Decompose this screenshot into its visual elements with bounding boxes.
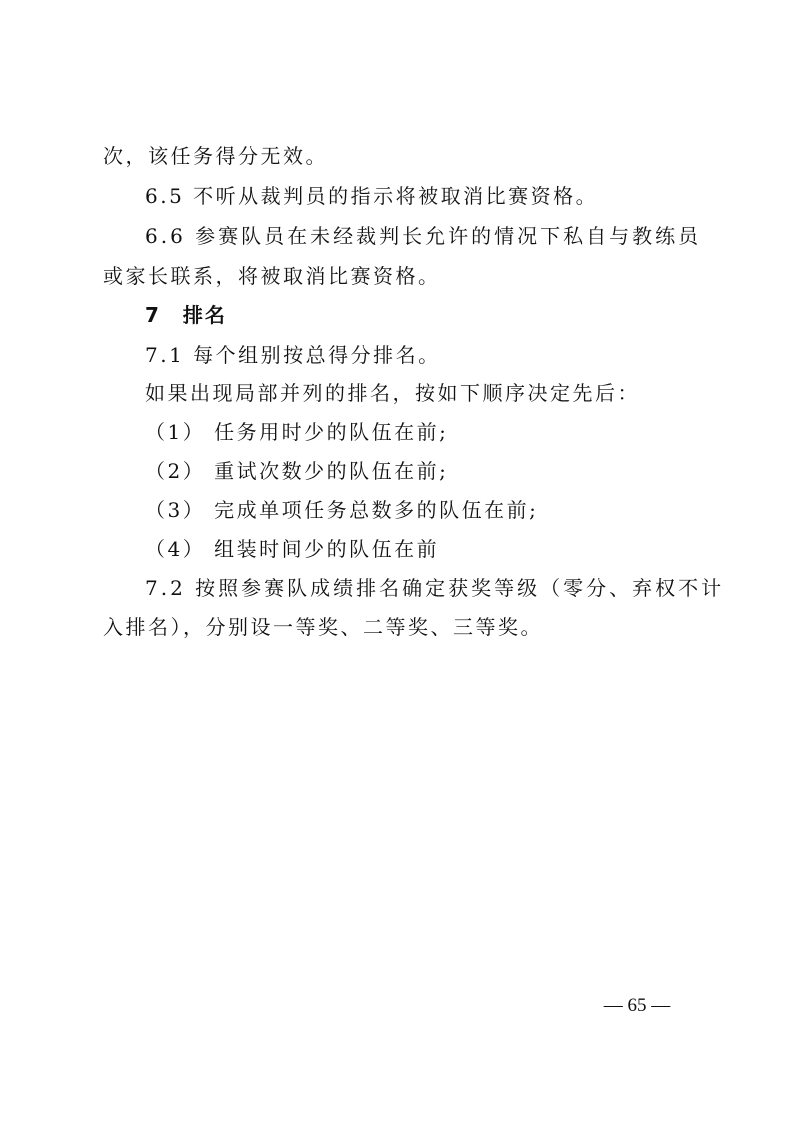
paragraph-line: 入排名），分别设一等奖、二等奖、三等奖。 [103, 615, 543, 639]
page-number: — 65 — [603, 995, 671, 1016]
section-7-2-line: 7.2 按照参赛队成绩排名确定获奖等级（零分、弃权不计 [145, 576, 725, 600]
paragraph-line: 如果出现局部并列的排名，按如下顺序决定先后： [145, 381, 640, 405]
list-item: （3） 完成单项任务总数多的队伍在前; [145, 498, 539, 522]
section-7-1-line: 7.1 每个组别按总得分排名。 [145, 343, 441, 367]
list-item: （2） 重试次数少的队伍在前; [145, 459, 449, 483]
section-7-heading: 7 排名 [145, 303, 227, 327]
list-item: （1） 任务用时少的队伍在前; [145, 420, 449, 444]
section-6-5-line: 6.5 不听从裁判员的指示将被取消比赛资格。 [145, 184, 599, 208]
list-item: （4） 组装时间少的队伍在前 [145, 537, 440, 561]
paragraph-line: 或家长联系，将被取消比赛资格。 [103, 264, 441, 288]
section-6-6-line: 6.6 参赛队员在未经裁判长允许的情况下私自与教练员 [145, 224, 702, 248]
paragraph-line: 次，该任务得分无效。 [103, 144, 328, 168]
